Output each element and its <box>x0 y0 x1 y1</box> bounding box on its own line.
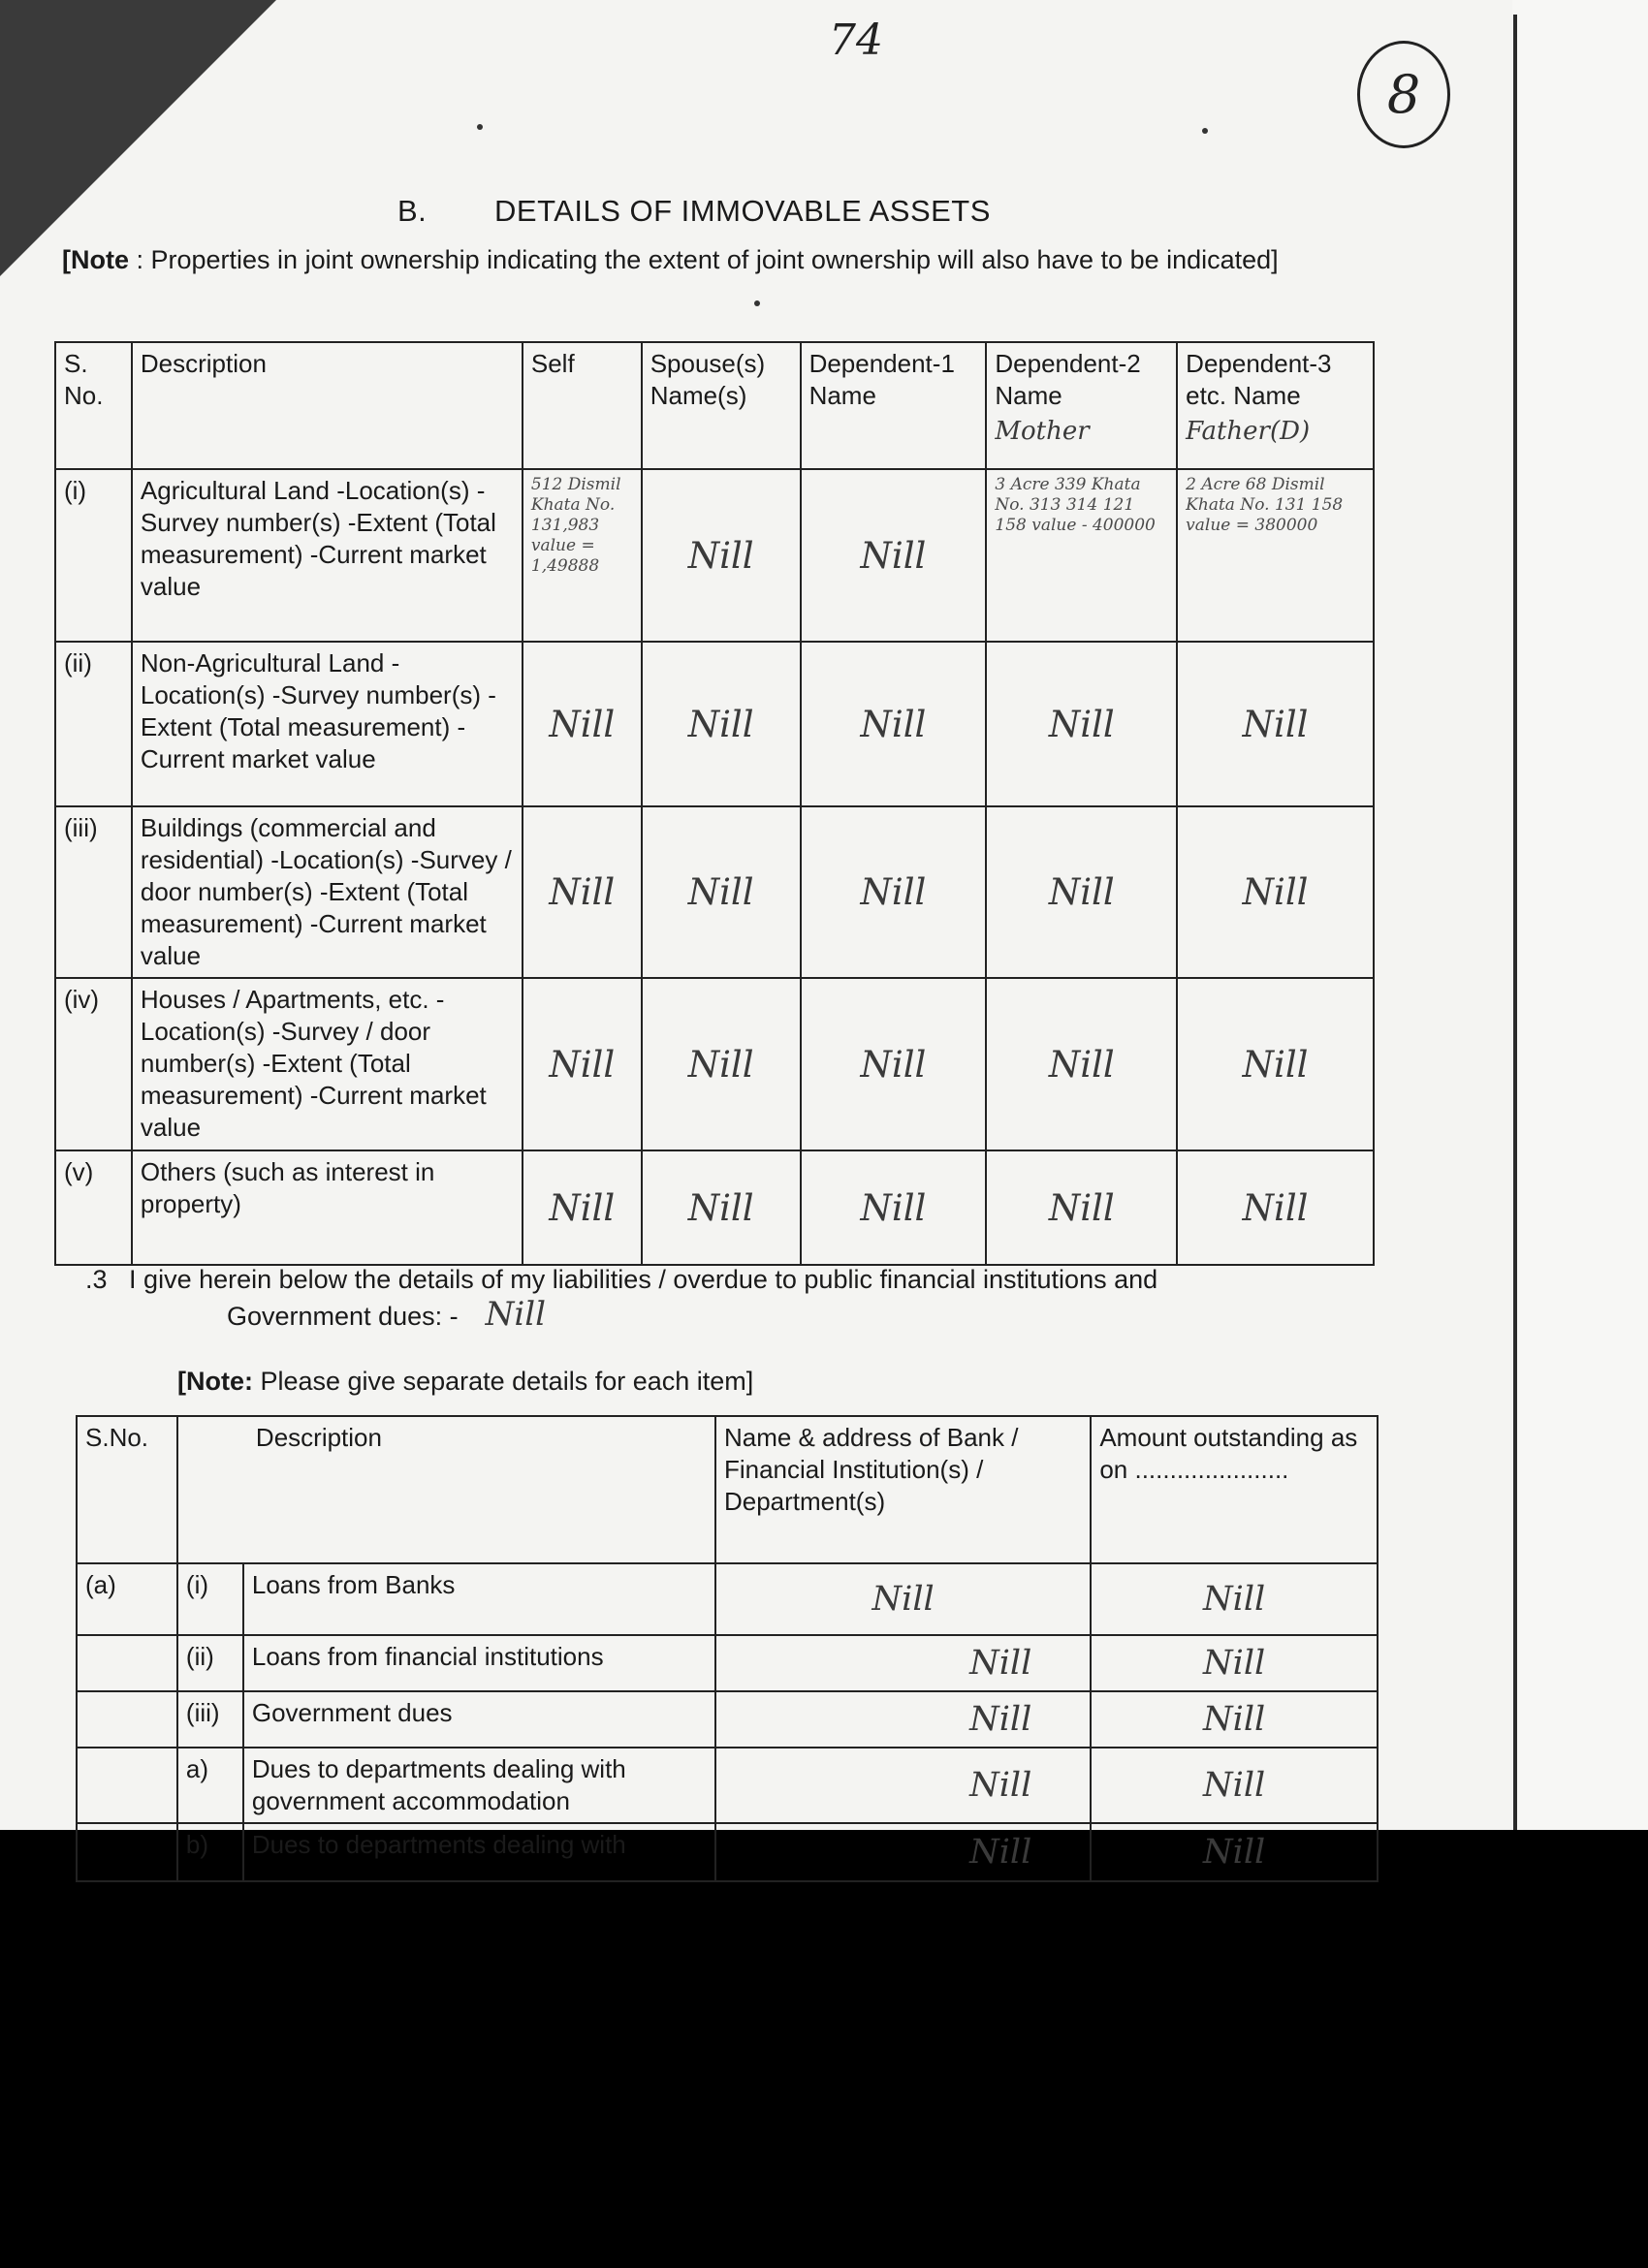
row-amount-value: Nill <box>1091 1635 1378 1691</box>
row-sno <box>77 1748 177 1823</box>
table-row <box>55 806 1374 978</box>
row-sno: (i) <box>55 469 132 642</box>
row-dependent-1-value: Nill <box>801 978 987 1150</box>
row-dependent-3-value: Nill <box>1177 978 1374 1150</box>
table-row <box>55 642 1374 806</box>
section-3-number: .3 <box>85 1265 108 1294</box>
row-sub-number: (ii) <box>177 1635 243 1691</box>
section-3 <box>85 1262 1157 1334</box>
header-description: Description <box>132 342 523 469</box>
section-3-answer: Nill <box>485 1295 546 1334</box>
section-3-line-2: Government dues: - <box>227 1302 459 1331</box>
speck <box>477 124 483 130</box>
section-title: DETAILS OF IMMOVABLE ASSETS <box>494 194 991 228</box>
header-dependent-3-label: Dependent-3 etc. Name <box>1186 349 1332 410</box>
header-dependent-2 <box>986 342 1177 469</box>
row-description: Dues to departments dealing with government accommodation <box>243 1748 715 1823</box>
section-letter: B. <box>397 194 428 228</box>
row-dependent-3-value: 2 Acre 68 Dismil Khata No. 131 158 value = 380000 <box>1177 469 1374 642</box>
row-description: Agricultural Land -Location(s) -Survey number(s) -Extent (Total measurement) -Current market value <box>132 469 523 642</box>
header-amount: Amount outstanding as on ...................... <box>1091 1416 1378 1563</box>
speck <box>1202 128 1208 134</box>
row-sno <box>77 1691 177 1748</box>
row-dependent-2-value: Nill <box>986 978 1177 1150</box>
row-description: Non-Agricultural Land -Location(s) -Survey number(s) -Extent (Total measurement) -Current market value <box>132 642 523 806</box>
row-sno <box>77 1823 177 1881</box>
folded-corner <box>0 0 276 276</box>
circled-page-mark: 8 <box>1357 41 1450 148</box>
row-sub-number: a) <box>177 1748 243 1823</box>
row-sno: (a) <box>77 1563 177 1635</box>
note-text: : Properties in joint ownership indicating the extent of joint ownership will also have to be indicated] <box>129 245 1279 274</box>
header-dependent-3 <box>1177 342 1374 469</box>
row-spouse-value: Nill <box>642 978 801 1150</box>
row-sno: (v) <box>55 1150 132 1265</box>
table-row <box>77 1823 1378 1881</box>
row-bank-value: Nill <box>715 1691 1091 1748</box>
dependent-3-name: Father(D) <box>1186 417 1311 446</box>
section-b-heading <box>397 194 991 229</box>
row-spouse-value: Nill <box>642 1150 801 1265</box>
table-row <box>77 1748 1378 1823</box>
row-self-value: Nill <box>523 1150 642 1265</box>
row-amount-value: Nill <box>1091 1691 1378 1748</box>
row-sno: (iii) <box>55 806 132 978</box>
row-amount-value: Nill <box>1091 1748 1378 1823</box>
header-bank: Name & address of Bank / Financial Institution(s) / Department(s) <box>715 1416 1091 1563</box>
row-bank-value: Nill <box>715 1748 1091 1823</box>
row-spouse-value: Nill <box>642 469 801 642</box>
adjacent-page-strip <box>1512 0 1648 1830</box>
row-bank-value: Nill <box>715 1563 1091 1635</box>
header-sno: S.No. <box>77 1416 177 1563</box>
dependent-2-name: Mother <box>995 417 1090 446</box>
header-dependent-1: Dependent-1 Name <box>801 342 987 469</box>
header-dependent-2-label: Dependent-2 Name <box>995 349 1141 410</box>
section-3-line-1: I give herein below the details of my liabilities / overdue to public financial institutions and <box>129 1265 1158 1294</box>
header-self: Self <box>523 342 642 469</box>
row-description: Others (such as interest in property) <box>132 1150 523 1265</box>
table-header-row <box>55 342 1374 469</box>
row-bank-value: Nill <box>715 1823 1091 1881</box>
row-sub-number: b) <box>177 1823 243 1881</box>
immovable-assets-table <box>54 341 1375 1266</box>
table-row <box>77 1635 1378 1691</box>
row-spouse-value: Nill <box>642 642 801 806</box>
table-row <box>55 469 1374 642</box>
section-b-note <box>62 240 1361 279</box>
liabilities-table <box>76 1415 1379 1882</box>
header-description: Description <box>177 1416 715 1563</box>
table-row <box>77 1563 1378 1635</box>
row-bank-value: Nill <box>715 1635 1091 1691</box>
row-self-value: Nill <box>523 978 642 1150</box>
row-dependent-1-value: Nill <box>801 642 987 806</box>
row-dependent-3-value: Nill <box>1177 642 1374 806</box>
row-sno <box>77 1635 177 1691</box>
row-description: Houses / Apartments, etc. -Location(s) -Survey / door number(s) -Extent (Total measurement) -Current market value <box>132 978 523 1150</box>
row-self-value: Nill <box>523 642 642 806</box>
row-description: Government dues <box>243 1691 715 1748</box>
row-amount-value: Nill <box>1091 1563 1378 1635</box>
row-description: Dues to departments dealing with <box>243 1823 715 1881</box>
header-sno: S. No. <box>55 342 132 469</box>
row-description: Loans from Banks <box>243 1563 715 1635</box>
section-3-note <box>177 1367 753 1397</box>
row-sno: (ii) <box>55 642 132 806</box>
note-label: [Note <box>62 245 129 274</box>
row-self-value: Nill <box>523 806 642 978</box>
table-row <box>55 1150 1374 1265</box>
row-dependent-1-value: Nill <box>801 806 987 978</box>
page-edge-line <box>1513 15 1517 1830</box>
header-spouse: Spouse(s) Name(s) <box>642 342 801 469</box>
row-dependent-2-value: Nill <box>986 806 1177 978</box>
row-dependent-1-value: Nill <box>801 469 987 642</box>
row-self-value: 512 Dismil Khata No. 131,983 value = 1,49888 <box>523 469 642 642</box>
row-sno: (iv) <box>55 978 132 1150</box>
table-row <box>77 1691 1378 1748</box>
row-spouse-value: Nill <box>642 806 801 978</box>
note-label: [Note: <box>177 1367 253 1396</box>
row-description: Loans from financial institutions <box>243 1635 715 1691</box>
row-dependent-2-value: Nill <box>986 642 1177 806</box>
row-dependent-1-value: Nill <box>801 1150 987 1265</box>
row-dependent-3-value: Nill <box>1177 806 1374 978</box>
row-dependent-3-value: Nill <box>1177 1150 1374 1265</box>
row-description: Buildings (commercial and residential) -Location(s) -Survey / door number(s) -Extent (Total measurement) -Current market value <box>132 806 523 978</box>
row-sub-number: (iii) <box>177 1691 243 1748</box>
table-row <box>55 978 1374 1150</box>
row-sub-number: (i) <box>177 1563 243 1635</box>
row-dependent-2-value: 3 Acre 339 Khata No. 313 314 121 158 value - 400000 <box>986 469 1177 642</box>
table-header-row <box>77 1416 1378 1563</box>
row-amount-value: Nill <box>1091 1823 1378 1881</box>
page-number: 74 <box>829 16 883 65</box>
note-text: Please give separate details for each item] <box>252 1367 754 1396</box>
row-dependent-2-value: Nill <box>986 1150 1177 1265</box>
speck <box>754 300 760 306</box>
